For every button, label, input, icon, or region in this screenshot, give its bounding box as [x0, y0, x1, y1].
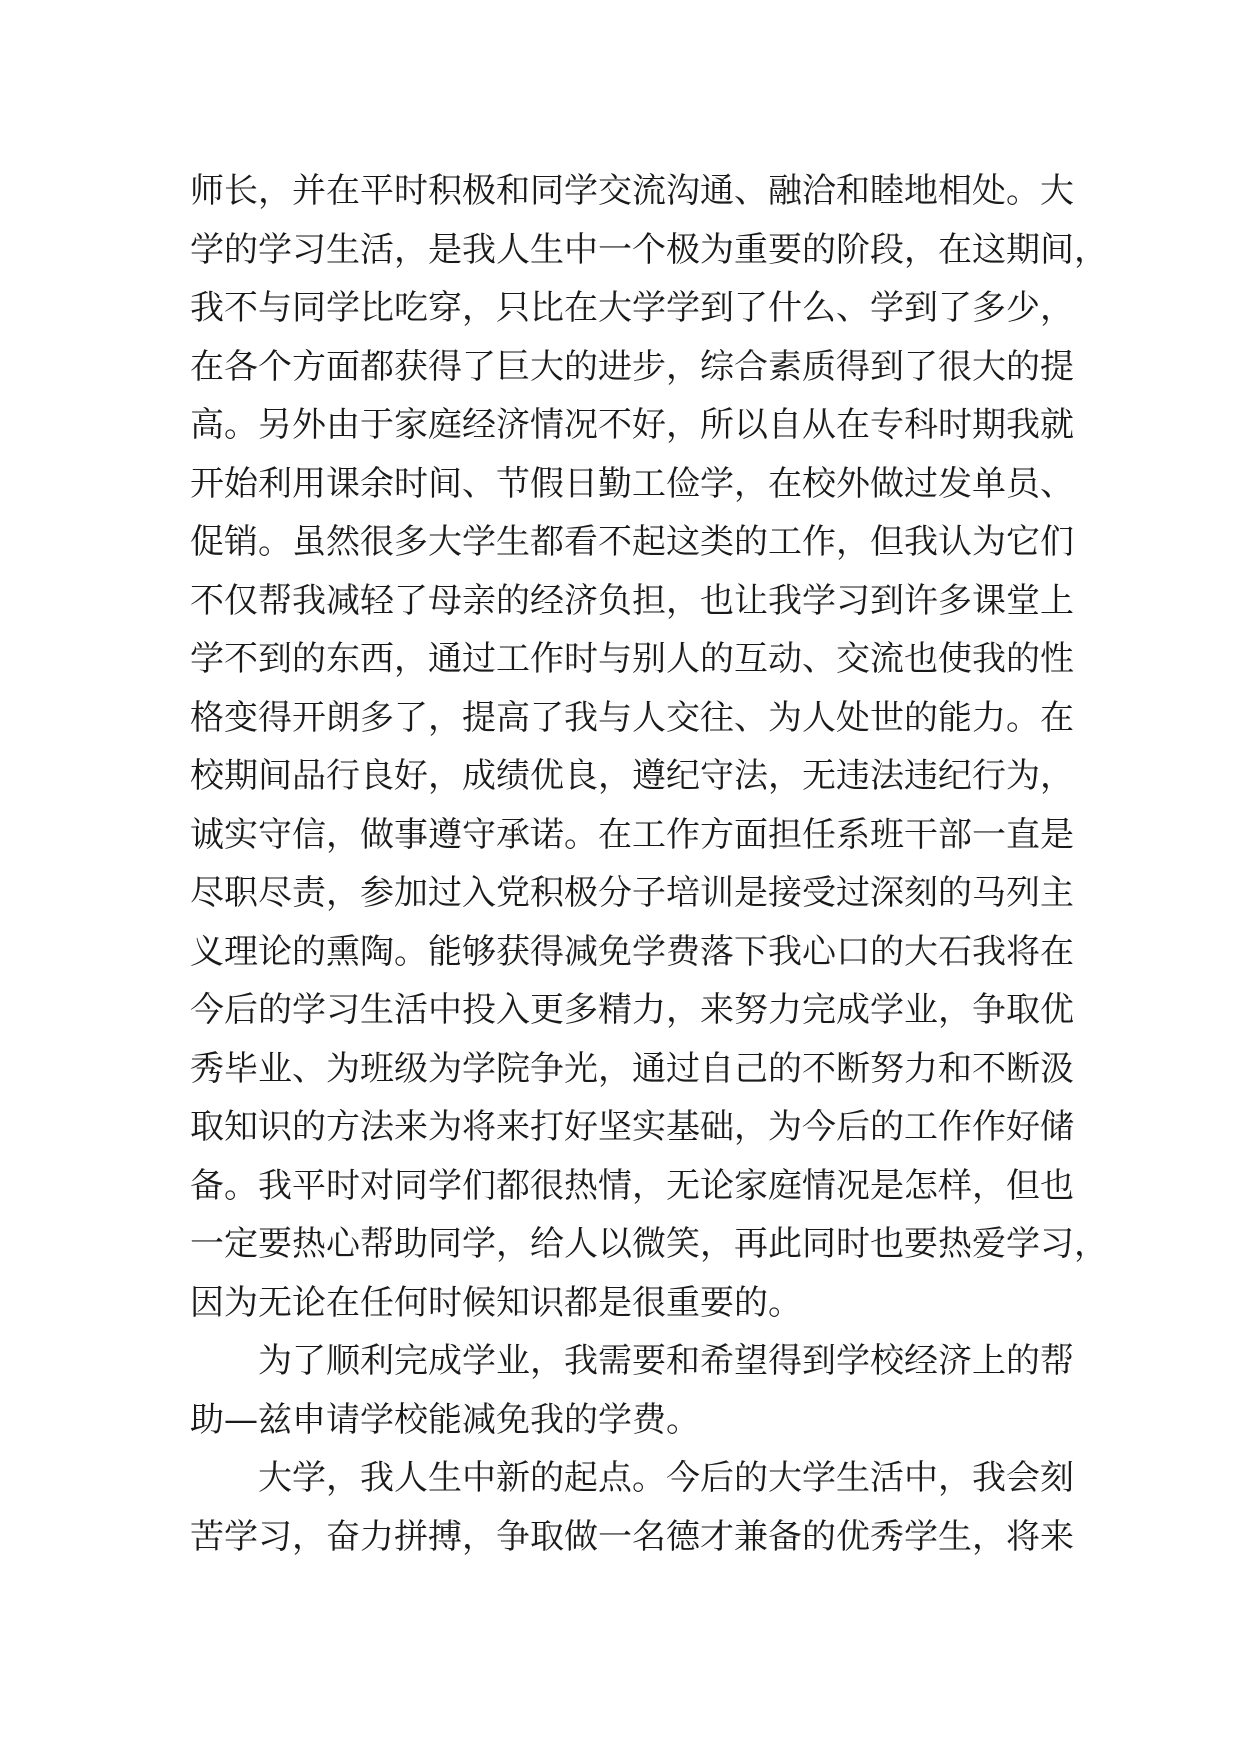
text-line: 尽职尽责，参加过入党积极分子培训是接受过深刻的马列主: [190, 873, 1074, 913]
text-line: 诚实守信，做事遵守承诺。在工作方面担任系班干部一直是: [190, 814, 1074, 855]
text-line: 苦学习，奋力拼搏，争取做一名德才兼备的优秀学生，将来: [190, 1516, 1074, 1557]
text-line: 学的学习生活，是我人生中一个极为重要的阶段，在这期间，: [190, 229, 1108, 270]
text-line: 因为无论在任何时候知识都是很重要的。: [190, 1282, 802, 1323]
paragraph-first-line: 大学，我人生中新的起点。今后的大学生活中，我会刻: [258, 1458, 1074, 1498]
text-line: 秀毕业、为班级为学院争光，通过自己的不断努力和不断汲: [190, 1048, 1074, 1089]
text-line: 取知识的方法来为将来打好坚实基础，为今后的工作作好储: [190, 1107, 1074, 1147]
text-line: 我不与同学比吃穿，只比在大学学到了什么、学到了多少，: [190, 288, 1074, 328]
text-line: 师长，并在平时积极和同学交流沟通、融洽和睦地相处。大: [190, 171, 1074, 211]
text-line: 助—兹申请学校能减免我的学费。: [190, 1399, 700, 1440]
text-line: 不仅帮我减轻了母亲的经济负担，也让我学习到许多课堂上: [190, 580, 1074, 621]
document-body: [190, 162, 1108, 1566]
text-line: 校期间品行良好，成绩优良，遵纪守法，无违法违纪行为，: [190, 756, 1074, 796]
text-line: 备。我平时对同学们都很热情，无论家庭情况是怎样，但也: [190, 1165, 1074, 1206]
text-line: 在各个方面都获得了巨大的进步，综合素质得到了很大的提: [190, 346, 1074, 387]
text-line: 格变得开朗多了，提高了我与人交往、为人处世的能力。在: [190, 697, 1074, 738]
text-line: 今后的学习生活中投入更多精力，来努力完成学业，争取优: [190, 990, 1074, 1030]
text-line: 学不到的东西，通过工作时与别人的互动、交流也使我的性: [190, 639, 1074, 679]
text-line: 义理论的熏陶。能够获得减免学费落下我心口的大石我将在: [190, 931, 1074, 972]
text-line: 高。另外由于家庭经济情况不好，所以自从在专科时期我就: [190, 405, 1074, 445]
text-line: 促销。虽然很多大学生都看不起这类的工作，但我认为它们: [190, 522, 1074, 562]
text-line: 开始利用课余时间、节假日勤工俭学，在校外做过发单员、: [190, 463, 1074, 504]
paragraph-first-line: 为了顺利完成学业，我需要和希望得到学校经济上的帮: [258, 1341, 1074, 1381]
text-line: 一定要热心帮助同学，给人以微笑，再此同时也要热爱学习，: [190, 1224, 1108, 1264]
